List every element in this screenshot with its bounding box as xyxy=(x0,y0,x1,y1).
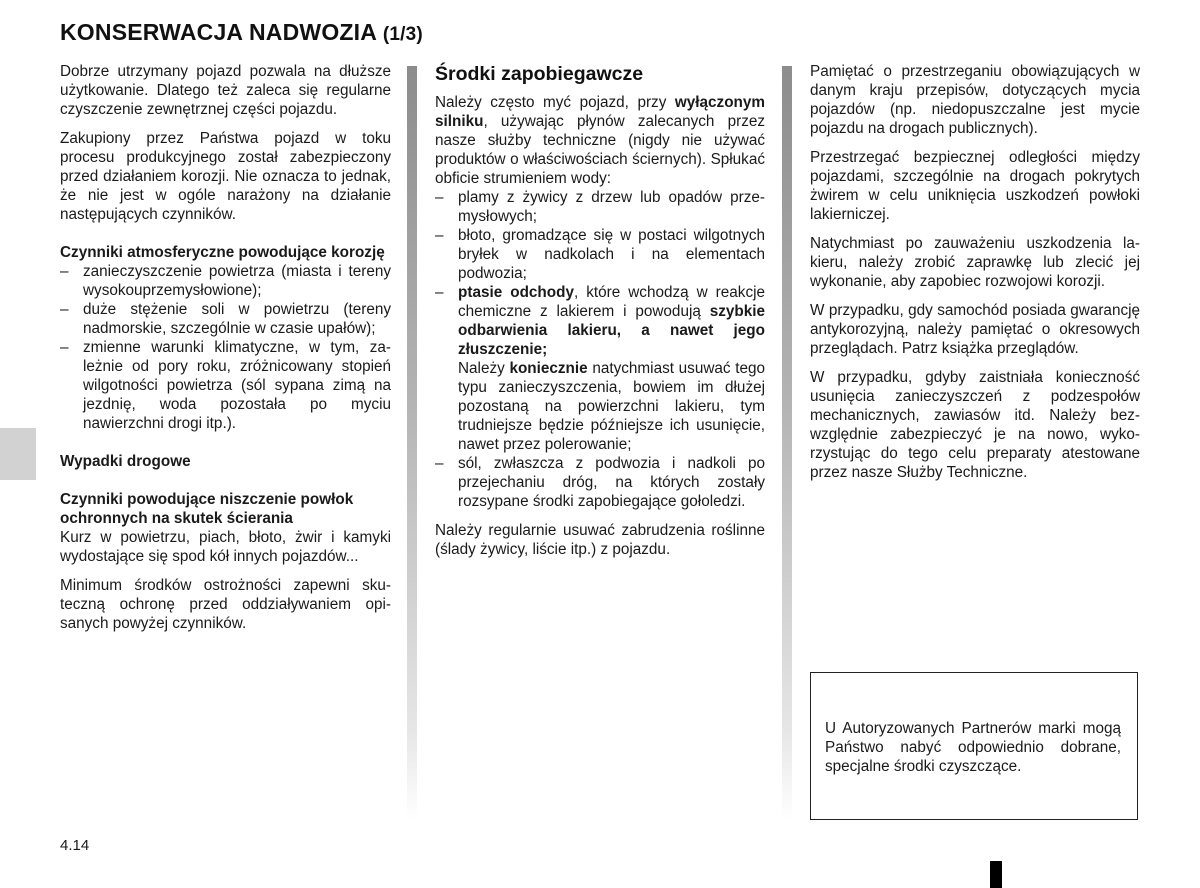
page-corner-mark xyxy=(990,861,1002,888)
list-item-text: zanieczyszczenie powietrza (miasta i tereny wysokouprzemysłowione); xyxy=(83,263,391,299)
list-item xyxy=(435,283,765,454)
page-title-suffix: (1/3) xyxy=(382,24,423,45)
dash-marker: – xyxy=(435,284,444,301)
intro-paragraph: Dobrze utrzymany pojazd pozwala na dłuższe użytkowanie. Dlatego też zaleca się regularne czyszczenie zewnętrznej części pojazdu. xyxy=(60,63,391,118)
dash-marker: – xyxy=(435,227,444,244)
list-item-bold-text: ptasie odchody xyxy=(458,284,574,301)
list-item-bold-text: szybkie odbarwienia lakieru, a nawet jego złuszczenie; xyxy=(458,303,765,358)
middle-column xyxy=(435,62,765,569)
right-column xyxy=(810,62,1140,492)
regulations-paragraph: Pamiętać o przestrzeganiu obowiązujących w danym kraju przepisów, dotyczących mycia pojazdów (np. niedopuszczalne jest mycie pojazdu na drogach publicznych). xyxy=(810,63,1140,137)
column-divider-left xyxy=(407,66,417,820)
list-item xyxy=(435,188,765,226)
column-divider-right xyxy=(782,66,792,820)
list-item xyxy=(60,338,391,433)
chapter-side-tab xyxy=(0,428,36,480)
page-title xyxy=(60,19,423,46)
dealer-notice-box xyxy=(810,672,1138,820)
intro-text: Należy często myć pojazd, przy xyxy=(435,94,675,111)
dealer-notice-text: U Autoryzowanych Partnerów marki mogą Państwo nabyć odpowiednio dobrane, specjalne środki czyszczące. xyxy=(825,720,1121,775)
dash-marker: – xyxy=(60,339,69,356)
list-item xyxy=(60,262,391,300)
abrasion-factors-heading: Czynniki powodujące niszczenie powłok ochronnych na skutek ścierania xyxy=(60,491,354,527)
atmospheric-factors-list xyxy=(60,262,391,433)
mechanical-parts-paragraph: W przypadku, gdyby zaistniała konieczność usunięcia zanieczyszczeń z podzespołów mechanicznych, zawiasów itd. Należy bezwzględnie zabezpieczyć je na nowo, wykorzystując do tego celu preparaty atestowane przez nasze Służby Techniczne. xyxy=(810,369,1140,481)
list-item-text: , które wchodzą w reakcje chemiczne z lakierem i powodują xyxy=(458,284,765,320)
intro-bold-text: wyłączonym silniku xyxy=(435,94,765,130)
page-number: 4.14 xyxy=(60,837,90,854)
washing-intro-paragraph xyxy=(435,93,765,188)
list-item xyxy=(60,300,391,338)
list-item xyxy=(435,454,765,511)
note-text: Należy xyxy=(458,360,510,377)
preventive-measures-heading: Środki zapobiegawcze xyxy=(435,63,644,85)
atmospheric-factors-heading: Czynniki atmosferyczne powodujące korozję xyxy=(60,244,385,261)
intro-text-rest: , używając płynów zalecanych przez nasze służby techniczne (nigdy nie używać produktów o właściwościach ściernych). Spłukać obficie strumieniem wody: xyxy=(435,113,765,187)
vegetation-dirt-paragraph: Należy regularnie usuwać zabrudzenia roślinne (ślady żywicy, liście itp.) z pojazdu. xyxy=(435,522,765,558)
list-item-text: duże stężenie soli w powietrzu (tereny nadmorskie, szczególnie w czasie upałów); xyxy=(83,301,391,337)
factory-protection-paragraph: Zakupiony przez Państwa pojazd w toku procesu produkcyjnego został zabezpieczony przed działaniem korozji. Nie oznacza to jednak, że nie jest w ogóle narażony na działanie następujących czynników. xyxy=(60,130,391,223)
list-item-text: plamy z żywicy z drzew lub opadów przemysłowych; xyxy=(458,189,765,225)
left-column xyxy=(60,62,391,643)
list-item xyxy=(435,226,765,283)
page-title-text: KONSERWACJA NADWOZIA xyxy=(60,19,377,45)
contaminants-list xyxy=(435,188,765,511)
road-accidents-heading: Wypadki drogowe xyxy=(60,453,191,470)
dash-marker: – xyxy=(435,455,444,472)
note-bold-text: koniecznie xyxy=(509,360,588,377)
warranty-paragraph: W przypadku, gdy samochód posiada gwarancję antykorozyjną, należy pamiętać o okresowych przeglądach. Patrz książka przeglądów. xyxy=(810,302,1140,357)
dash-marker: – xyxy=(60,263,69,280)
list-item-text: sól, zwłaszcza z podwozia i nadkoli po przejechaniu dróg, na których zostały rozsypane środki zapobiegające gołoledzi. xyxy=(458,455,765,510)
paint-repair-paragraph: Natychmiast po zauważeniu uszkodzenia lakieru, należy zrobić zaprawkę lub zlecić jej wykonanie, aby zapobiec rozwojowi korozji. xyxy=(810,235,1140,290)
safe-distance-paragraph: Przestrzegać bezpiecznej odległości między pojazdami, szczególnie na drogach pokrytych żwirem w celu uniknięcia uszkodzeń powłoki lakierniczej. xyxy=(810,149,1140,223)
list-item-note xyxy=(458,359,765,454)
minimum-precautions-paragraph: Minimum środków ostrożności zapewni skuteczną ochronę przed oddziaływaniem opisanych powyżej czynników. xyxy=(60,577,391,632)
dash-marker: – xyxy=(60,301,69,318)
list-item-text: zmienne warunki klimatyczne, w tym, zależnie od pory roku, zróżnicowany stopień wilgotności powietrza (sól sypana zimą na jezdnię, woda pozostała po myciu nawierzchni drogi itp.). xyxy=(83,339,391,432)
dash-marker: – xyxy=(435,189,444,206)
abrasion-factors-paragraph: Kurz w powietrzu, piach, błoto, żwir i kamyki wydostające się spod kół innych pojazdów... xyxy=(60,529,391,565)
note-text-rest: natychmiast usuwać tego typu zanieczyszczenia, bowiem im dłużej pozostaną na powierzchni lakieru, tym trudniejsze będzie późniejsze ich usunięcie, nawet przez polerowanie; xyxy=(458,360,765,453)
list-item-text: błoto, gromadzące się w postaci wilgotnych bryłek w nadkolach i na elementach podwozia; xyxy=(458,227,765,282)
